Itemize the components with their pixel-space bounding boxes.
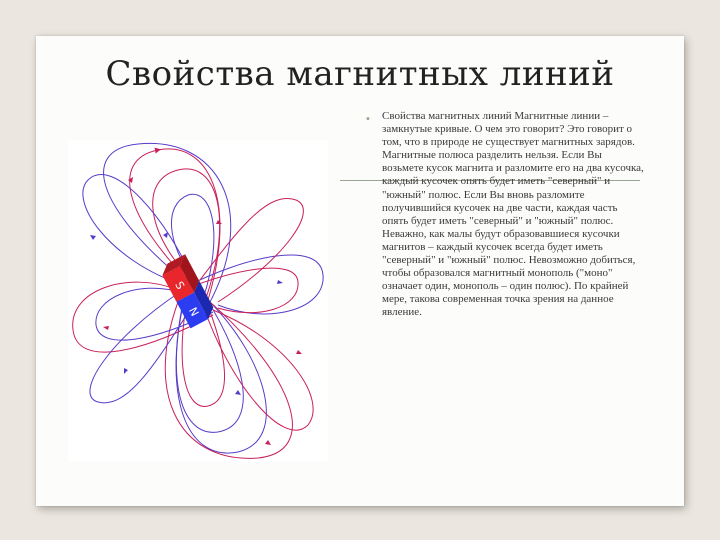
field-line	[203, 305, 313, 430]
slide-body-text: Свойства магнитных линий Магнитные линии – замкнутые кривые. О чем это говорит? Это говорит о том, что в природе не существует магнитных зарядов. Магнитные полюса разделить нельзя. Если Вы возьмете кусок магнита и разломите его на два кусочка, каждый кусочек опять будет иметь "северный" и "южный" полюс. Если Вы вновь разломите получившийся кусочек на две части, каждая часть опять будет иметь "северный" и "южный" полюс. Неважно, как малы будут образовавшиеся кусочки магнитов – каждый кусочек всегда будет иметь "северный" и "южный" полюс. Невозможно добиться, чтобы образовался магнитный монополь ("моно" означает один, монополь – один полюс). По крайней мере, такова современная точка зрения на данное явление.	[382, 110, 644, 319]
field-line	[200, 198, 303, 302]
magnetic-field-illustration	[68, 140, 328, 462]
slide-title: Свойства магнитных линий	[105, 54, 615, 94]
north-label: N	[186, 305, 202, 319]
magnet-field-figure	[68, 140, 328, 462]
south-label: S	[172, 279, 188, 292]
bullet-icon: •	[365, 114, 371, 125]
